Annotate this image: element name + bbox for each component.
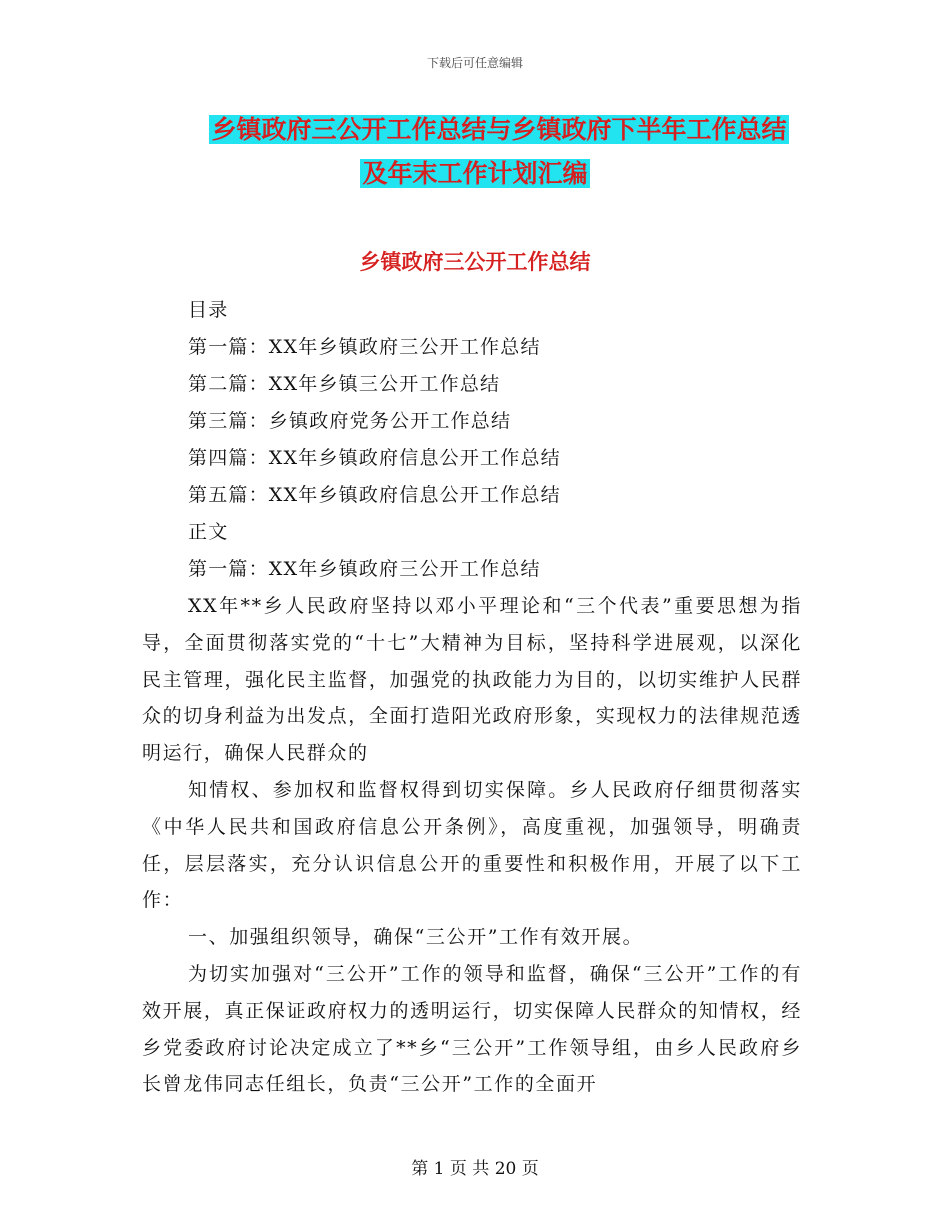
toc-heading: 目录 [188,299,229,321]
toc-item: 第二篇：XX年乡镇三公开工作总结 [188,373,501,395]
article-body [142,588,802,1103]
page-header-note: 下载后可任意编辑 [426,56,523,70]
article-heading: 第一篇：XX年乡镇政府三公开工作总结 [188,558,541,580]
page-number: 第 1 页 共 20 页 [411,1159,539,1179]
document-title [0,108,950,196]
toc-item: 第五篇：XX年乡镇政府信息公开工作总结 [188,484,561,506]
section-title: 乡镇政府三公开工作总结 [359,250,591,274]
toc-item: 第一篇：XX年乡镇政府三公开工作总结 [188,336,541,358]
body-paragraph: 一、加强组织领导，确保“三公开”工作有效开展。 [188,926,644,949]
body-label: 正文 [188,521,229,543]
toc-item: 第四篇：XX年乡镇政府信息公开工作总结 [188,447,561,469]
table-of-contents [188,292,828,588]
document-title-line-1: 乡镇政府三公开工作总结与乡镇政府下半年工作总结 [211,115,787,144]
body-paragraph: 为切实加强对“三公开”工作的领导和监督，确保“三公开”工作的有效开展，真正保证政府权力的透明运行，切实保障人民群众的知情权，经乡党委政府讨论决定成立了**乡“三公开”工作领导组，由乡人民政府乡长曾龙伟同志任组长，负责“三公开”工作的全面开 [142,962,802,1096]
document-title-line-2: 及年末工作计划汇编 [362,159,588,188]
body-paragraph: XX年**乡人民政府坚持以邓小平理论和“三个代表”重要思想为指导，全面贯彻落实党的“十七”大精神为目标，坚持科学进展观，以深化民主管理，强化民主监督，加强党的执政能力为目的，以切实维护人民群众的切身利益为出发点，全面打造阳光政府形象，实现权力的法律规范透明运行，确保人民群众的 [142,595,802,765]
body-paragraph: 知情权、参加权和监督权得到切实保障。乡人民政府仔细贯彻落实《中华人民共和国政府信息公开条例》，高度重视，加强领导，明确责任，层层落实，充分认识信息公开的重要性和积极作用，开展了以下工作： [142,778,802,912]
toc-item: 第三篇：乡镇政府党务公开工作总结 [188,410,512,432]
